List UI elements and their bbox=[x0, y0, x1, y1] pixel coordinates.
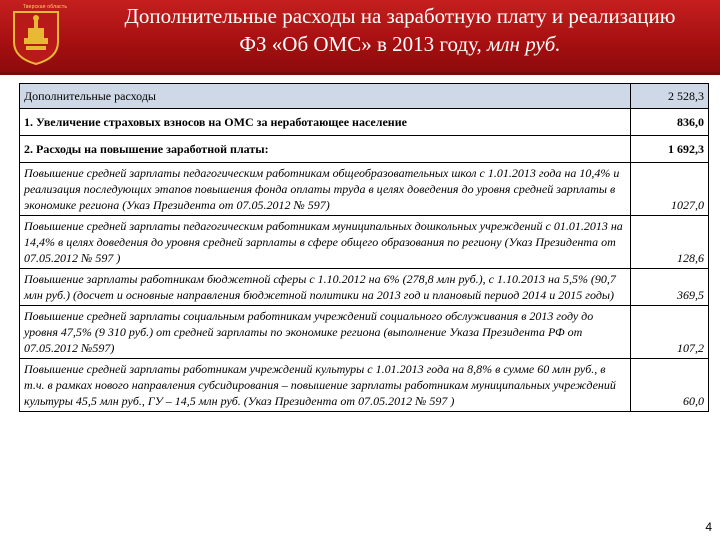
table-header-row bbox=[20, 84, 709, 109]
title-line-2 bbox=[80, 30, 720, 58]
row-label: Повышение средней зарплаты педагогическим работникам муниципальных дошкольных учреждений с 01.01.2013 на 14,4% в целях доведения до уровня средней зарплаты в сфере общего образования по региону (Указ Президента от 07.05.2012 № 597 ) bbox=[20, 216, 631, 269]
row-label: Повышение зарплаты работникам бюджетной сферы с 1.10.2012 на 6% (278,8 млн руб.), с 1.10.2013 на 5,5% (90,7 млн руб.) (досчет и основные направления бюджетной политики на 2013 год и плановый период 2014 и 2015 годы) bbox=[20, 269, 631, 306]
expenses-table bbox=[19, 83, 709, 412]
row-value: 60,0 bbox=[631, 359, 709, 412]
table-row bbox=[20, 163, 709, 216]
table-row bbox=[20, 216, 709, 269]
row-label: 2. Расходы на повышение заработной платы: bbox=[20, 136, 631, 163]
row-label: Повышение средней зарплаты социальным работникам учреждений социального обслуживания в 2013 году до уровня 47,5% (9 310 руб.) от средней зарплаты по экономике региона (выполнение Указа Президента РФ от 07.05.2012 №597) bbox=[20, 306, 631, 359]
row-label: Повышение средней зарплаты работникам учреждений культуры с 1.01.2013 года на 8,8% в сумме 60 млн руб., в т.ч. в рамках нового направления субсидирования – повышение зарплаты работникам муниципальных учреждений культуры 45,5 млн руб., ГУ – 14,5 млн руб. (Указ Президента от 07.05.2012 № 597 ) bbox=[20, 359, 631, 412]
table-row bbox=[20, 136, 709, 163]
table-header-value: 2 528,3 bbox=[631, 84, 709, 109]
table-header-label: Дополнительные расходы bbox=[20, 84, 631, 109]
table-row bbox=[20, 359, 709, 412]
table-row bbox=[20, 306, 709, 359]
header-banner bbox=[0, 0, 720, 72]
table-row bbox=[20, 109, 709, 136]
row-label: 1. Увеличение страховых взносов на ОМС за неработающее население bbox=[20, 109, 631, 136]
table-row bbox=[20, 269, 709, 306]
row-value: 369,5 bbox=[631, 269, 709, 306]
row-value: 1 692,3 bbox=[631, 136, 709, 163]
emblem-caption: Тверская область bbox=[22, 4, 68, 10]
page-number: 4 bbox=[705, 520, 712, 534]
page-title bbox=[80, 2, 720, 58]
header-divider bbox=[0, 72, 720, 75]
title-unit: млн руб. bbox=[486, 32, 561, 56]
row-value: 836,0 bbox=[631, 109, 709, 136]
row-label: Повышение средней зарплаты педагогическим работникам общеобразовательных школ с 1.01.2013 года на 10,4% и реализация последующих этапов повышения фонда оплаты труда в целях доведения до уровня средней зарплаты в экономике региона (Указ Президента от 07.05.2012 № 597) bbox=[20, 163, 631, 216]
coat-of-arms-icon bbox=[10, 4, 62, 66]
title-line-2-text: ФЗ «Об ОМС» в 2013 году, bbox=[239, 32, 487, 56]
row-value: 1027,0 bbox=[631, 163, 709, 216]
title-line-1: Дополнительные расходы на заработную плату и реализацию bbox=[124, 4, 676, 28]
row-value: 128,6 bbox=[631, 216, 709, 269]
row-value: 107,2 bbox=[631, 306, 709, 359]
